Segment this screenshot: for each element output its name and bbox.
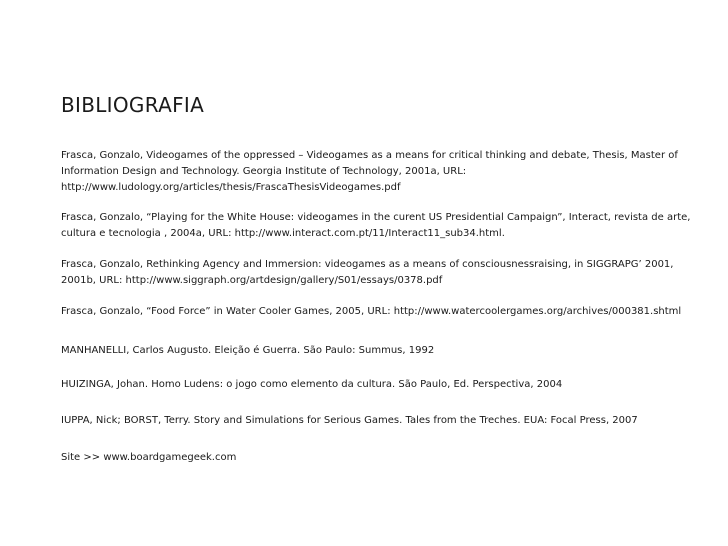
bibliography-entry: Frasca, Gonzalo, “Food Force” in Water Cooler Games, 2005, URL: http://www.watercoolergames.org/archives/000381.shtml (61, 306, 682, 317)
bibliography-entry: HUIZINGA, Johan. Homo Ludens: o jogo como elemento da cultura. São Paulo, Ed. Perspectiva, 2004 (61, 379, 563, 390)
page-title: BIBLIOGRAFIA (61, 93, 205, 117)
bibliography-entry: Frasca, Gonzalo, “Playing for the White House: videogames in the curent US Presidential Campaign”, Interact, revista de arte, cultura e tecnologia , 2004a, URL: http://www.interact.com.pt/11/Interact11_sub34.html. (61, 212, 691, 239)
bibliography-entry: Frasca, Gonzalo, Rethinking Agency and Immersion: videogames as a means of consciousnessraising, in SIGGRAPG’ 2001, 2001b, URL: http://www.siggraph.org/artdesign/gallery/S01/essays/0378.pdf (61, 259, 674, 286)
bibliography-entry: Frasca, Gonzalo, Videogames of the oppressed – Videogames as a means for critical thinking and debate, Thesis, Master of Information Design and Technology. Georgia Institute of Technology, 2001a, URL: http://www.ludology.org/articles/thesis/FrascaThesisVideogames.pdf (61, 150, 678, 193)
bibliography-entry: IUPPA, Nick; BORST, Terry. Story and Simulations for Serious Games. Tales from the Treches. EUA: Focal Press, 2007 (61, 415, 638, 426)
bibliography-entry: Site >> www.boardgamegeek.com (61, 452, 237, 463)
bibliography-entry: MANHANELLI, Carlos Augusto. Eleição é Guerra. São Paulo: Summus, 1992 (61, 345, 435, 356)
